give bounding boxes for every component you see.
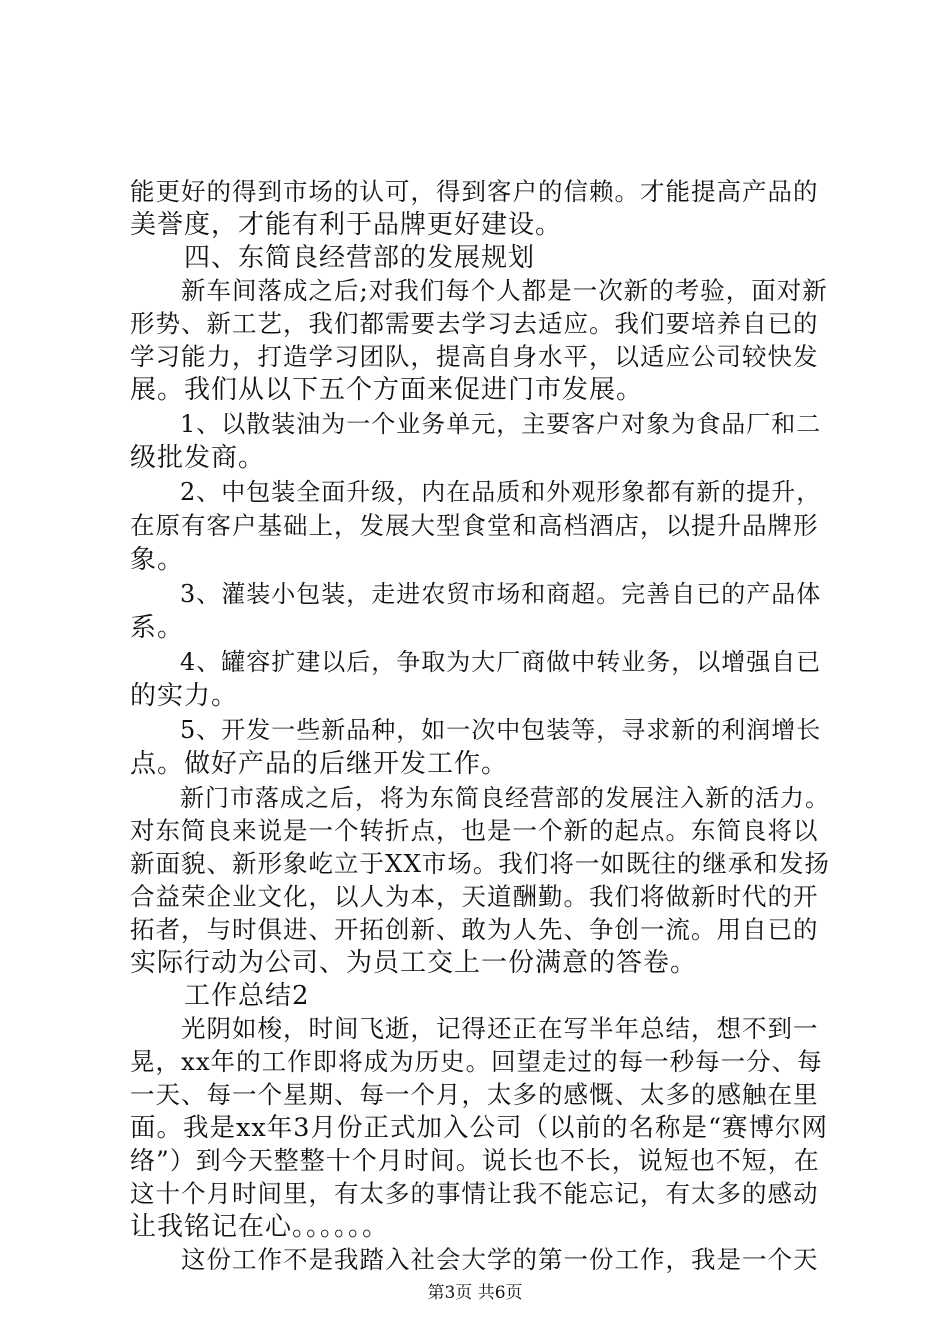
text-line: 展。我们从以下五个方面来促进门市发展。 [130,375,644,405]
section-heading: 四、东简良经营部的发展规划 [130,243,536,273]
text-line: 象。 [130,545,185,575]
page-number: 第3页 共6页 [427,1283,523,1303]
text-line: 新车间落成之后;对我们每个人都是一次新的考验，面对新 [130,276,828,305]
text-line: 合益荣企业文化，以人为本，天道酬勤。我们将做新时代的开 [130,882,819,911]
text-line: 形势、新工艺，我们都需要去学习去适应。我们要培养自已的 [130,309,819,338]
text-line: 拓者，与时俱进、开拓创新、敢为人先、争创一流。用自已的 [130,915,819,944]
text-line: 2、中包装全面升级，内在品质和外观形象都有新的提升， [130,478,822,506]
text-line: 新门市落成之后，将为东简良经营部的发展注入新的活力。 [130,784,830,812]
section-heading: 工作总结2 [130,981,310,1011]
text-line: 对东简良来说是一个转折点，也是一个新的起点。东简良将以 [130,816,819,845]
text-line: 让我铭记在心。。。。。。 [130,1212,390,1242]
text-line: 这份工作不是我踏入社会大学的第一份工作，我是一个天 [130,1245,819,1274]
text-line: 络”）到今天整整十个月时间。说长也不长，说短也不短，在 [130,1146,820,1175]
text-line: 学习能力，打造学习团队，提高自身水平，以适应公司较快发 [130,342,819,371]
text-line: 新面貌、新形象屹立于XX市场。我们将一如既往的继承和发扬 [130,849,830,878]
text-line: 面。我是xx年3月份正式加入公司（以前的名称是“赛博尔网 [130,1113,829,1143]
text-line: 5、开发一些新品种，如一次中包装等，寻求新的利润增长 [130,716,822,744]
text-line: 一天、每一个星期、每一个月，太多的感慨、太多的感触在里 [130,1080,819,1109]
text-line: 的实力。 [130,681,239,711]
text-line: 美誉度，才能有利于品牌更好建设。 [130,210,563,240]
text-line: 能更好的得到市场的认可，得到客户的信赖。才能提高产品的 [130,177,819,206]
text-line: 光阴如梭，时间飞逝，记得还正在写半年总结，想不到一 [130,1014,819,1043]
text-line: 晃，xx年的工作即将成为历史。回望走过的每一秒每一分、每 [130,1047,823,1076]
text-line: 3、灌装小包装，走进农贸市场和商超。完善自已的产品体 [130,580,822,608]
text-line: 点。做好产品的后继开发工作。 [130,749,509,779]
text-line: 在原有客户基础上，发展大型食堂和高档酒店，以提升品牌形 [130,511,819,540]
text-line: 4、罐容扩建以后，争取为大厂商做中转业务，以增强自已 [130,648,822,676]
text-line: 系。 [130,613,185,643]
text-line: 1、以散装油为一个业务单元，主要客户对象为食品厂和二 [130,410,822,438]
text-line: 实际行动为公司、为员工交上一份满意的答卷。 [130,948,698,978]
text-line: 这十个月时间里，有太多的事情让我不能忘记，有太多的感动 [130,1179,819,1208]
text-line: 级批发商。 [130,443,266,473]
